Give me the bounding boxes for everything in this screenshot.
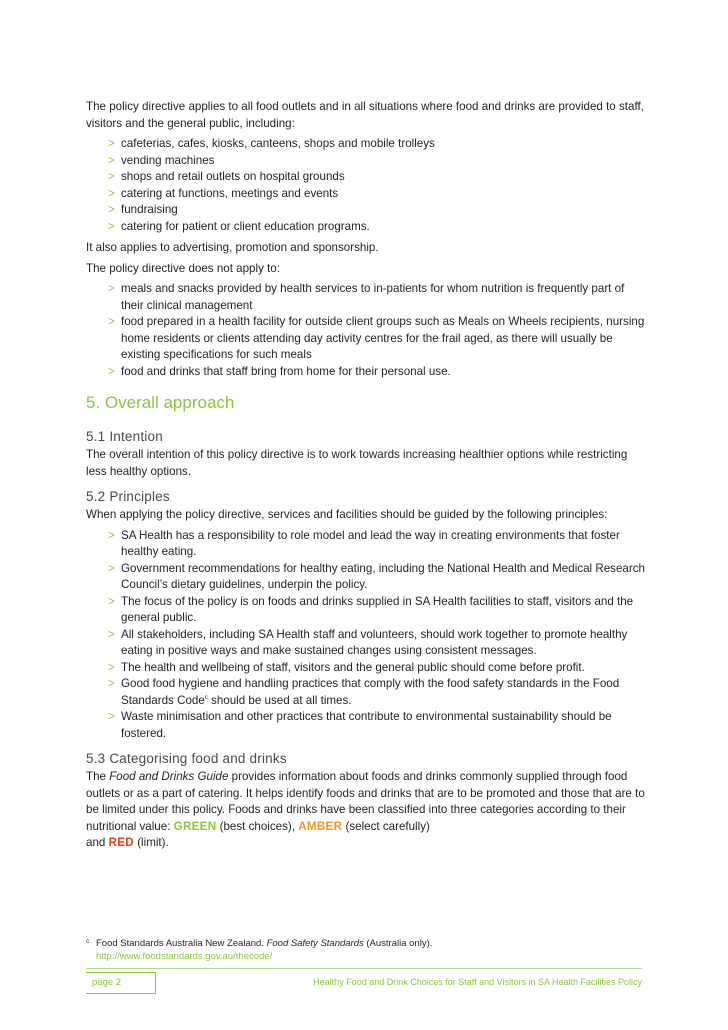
list-item <box>108 709 646 742</box>
exclusions-paragraph: The policy directive does not apply to: <box>86 261 280 275</box>
text-run: provides information about foods and drinks commonly supplied through food outlets or as a part of catering. It helps identify foods and drinks that are to be promoted and those that are to be limited under this policy. Foods and drinks have been classified into three categories according to their nutritional value: <box>86 770 645 833</box>
guide-title: Food and Drinks Guide <box>109 770 229 783</box>
included-outlets-list <box>86 136 646 235</box>
intention-paragraph: The overall intention of this policy directive is to work towards increasing healthier options while restricting less healthy options. <box>86 448 628 478</box>
text-run: (best choices), <box>216 819 299 833</box>
list-item <box>108 169 646 186</box>
list-item <box>108 594 646 627</box>
footnote <box>86 937 646 963</box>
principles-list <box>86 528 646 743</box>
page-number-box <box>86 972 156 994</box>
list-item <box>108 561 646 594</box>
excluded-list <box>86 281 646 380</box>
footnote-text <box>86 937 646 950</box>
list-item <box>108 281 646 314</box>
bullet-marker: > <box>108 528 115 542</box>
list-item <box>108 153 646 170</box>
bullet-marker: > <box>108 315 115 328</box>
list-item <box>108 364 646 381</box>
list-item-text: food and drinks that staff bring from home for their personal use. <box>121 364 451 378</box>
list-item-text: catering at functions, meetings and events <box>121 186 339 200</box>
footnote-marker: c <box>86 938 90 945</box>
list-item-text: shops and retail outlets on hospital grounds <box>121 170 345 183</box>
list-item-text-tail: should be used at all times. <box>207 693 352 707</box>
footnote-ref: c <box>204 694 208 701</box>
section-5-1-heading: 5.1 Intention <box>86 429 163 444</box>
footer-title: Healthy Food and Drink Choices for Staff and Visitors in SA Health Facilities Policy <box>313 977 642 987</box>
footnote-suffix: (Australia only). <box>363 938 433 949</box>
advertising-paragraph: It also applies to advertising, promotion and sponsorship. <box>86 241 379 254</box>
bullet-marker: > <box>108 153 115 167</box>
bullet-marker: > <box>108 282 115 295</box>
list-item <box>108 676 646 709</box>
list-item-text: cafeterias, cafes, kiosks, canteens, shops and mobile trolleys <box>121 137 435 150</box>
footnote-title: Food Safety Standards <box>266 938 364 949</box>
bullet-marker: > <box>108 186 115 200</box>
intro-paragraph: The policy directive applies to all food outlets and in all situations where food and drinks are provided to staff, visitors and the general public, including: <box>86 100 644 130</box>
bullet-marker: > <box>108 219 115 233</box>
bullet-marker: > <box>108 203 115 216</box>
bullet-marker: > <box>108 660 115 674</box>
list-item <box>108 219 646 236</box>
amber-category: AMBER <box>298 819 343 833</box>
list-item-text: food prepared in a health facility for outside client groups such as Meals on Wheels recipients, nursing home residents or clients attending day activity centres for the frail aged, as there will usually be existing specifications for such meals <box>121 315 645 361</box>
principles-intro: When applying the policy directive, services and facilities should be guided by the following principles: <box>86 508 608 521</box>
list-item <box>108 314 646 364</box>
list-item-text: fundraising <box>121 203 178 216</box>
text-run: (select carefully) <box>342 819 430 833</box>
red-category: RED <box>108 836 134 849</box>
list-item-text: meals and snacks provided by health services to in-patients for whom nutrition is frequently part of their clinical management <box>121 282 625 312</box>
bullet-marker: > <box>108 170 115 183</box>
text-run: and <box>86 836 109 849</box>
footnote-link[interactable]: http://www.foodstandards.gov.au/thecode/ <box>96 951 273 962</box>
green-category: GREEN <box>173 819 217 833</box>
footer-divider <box>86 968 642 969</box>
bullet-marker: > <box>108 594 115 608</box>
list-item-text: The health and wellbeing of staff, visitors and the general public should come before profit. <box>121 660 585 674</box>
bullet-marker: > <box>108 561 115 575</box>
bullet-marker: > <box>108 710 115 723</box>
text-run: (limit). <box>133 836 169 849</box>
list-item-text: Government recommendations for healthy eating, including the National Health and Medical Research Council’s dietary guidelines, underpin the policy. <box>121 561 645 591</box>
text-run: The <box>86 770 110 783</box>
bullet-marker: > <box>108 137 115 150</box>
section-5-heading: 5. Overall approach <box>86 393 235 412</box>
categorising-paragraph <box>86 769 646 852</box>
list-item <box>108 186 646 203</box>
section-5-3-heading: 5.3 Categorising food and drinks <box>86 751 287 766</box>
bullet-marker: > <box>108 677 115 690</box>
section-5-2-heading: 5.2 Principles <box>86 489 170 504</box>
list-item <box>108 136 646 153</box>
list-item <box>108 627 646 660</box>
list-item <box>108 202 646 219</box>
list-item <box>108 528 646 561</box>
page-number: page 2 <box>92 977 122 988</box>
bullet-marker: > <box>108 364 115 378</box>
list-item-text: Good food hygiene and handling practices that comply with the food safety standards in the Food Standards Code <box>121 677 620 707</box>
bullet-marker: > <box>108 627 115 641</box>
list-item-text: SA Health has a responsibility to role model and lead the way in creating environments that foster healthy eating. <box>121 528 620 558</box>
list-item-text: All stakeholders, including SA Health staff and volunteers, should work together to promote healthy eating in positive ways and make sustained changes using consistent messages. <box>121 627 628 657</box>
list-item-text: The focus of the policy is on foods and drinks supplied in SA Health facilities to staff, visitors and the general public. <box>121 594 634 624</box>
list-item-text: catering for patient or client education programs. <box>121 219 370 233</box>
list-item <box>108 660 646 677</box>
page-body <box>86 99 646 856</box>
list-item-text: vending machines <box>121 153 215 167</box>
footnote-org: Food Standards Australia New Zealand. <box>96 938 267 949</box>
list-item-text: Waste minimisation and other practices that contribute to environmental sustainability should be fostered. <box>121 710 612 740</box>
